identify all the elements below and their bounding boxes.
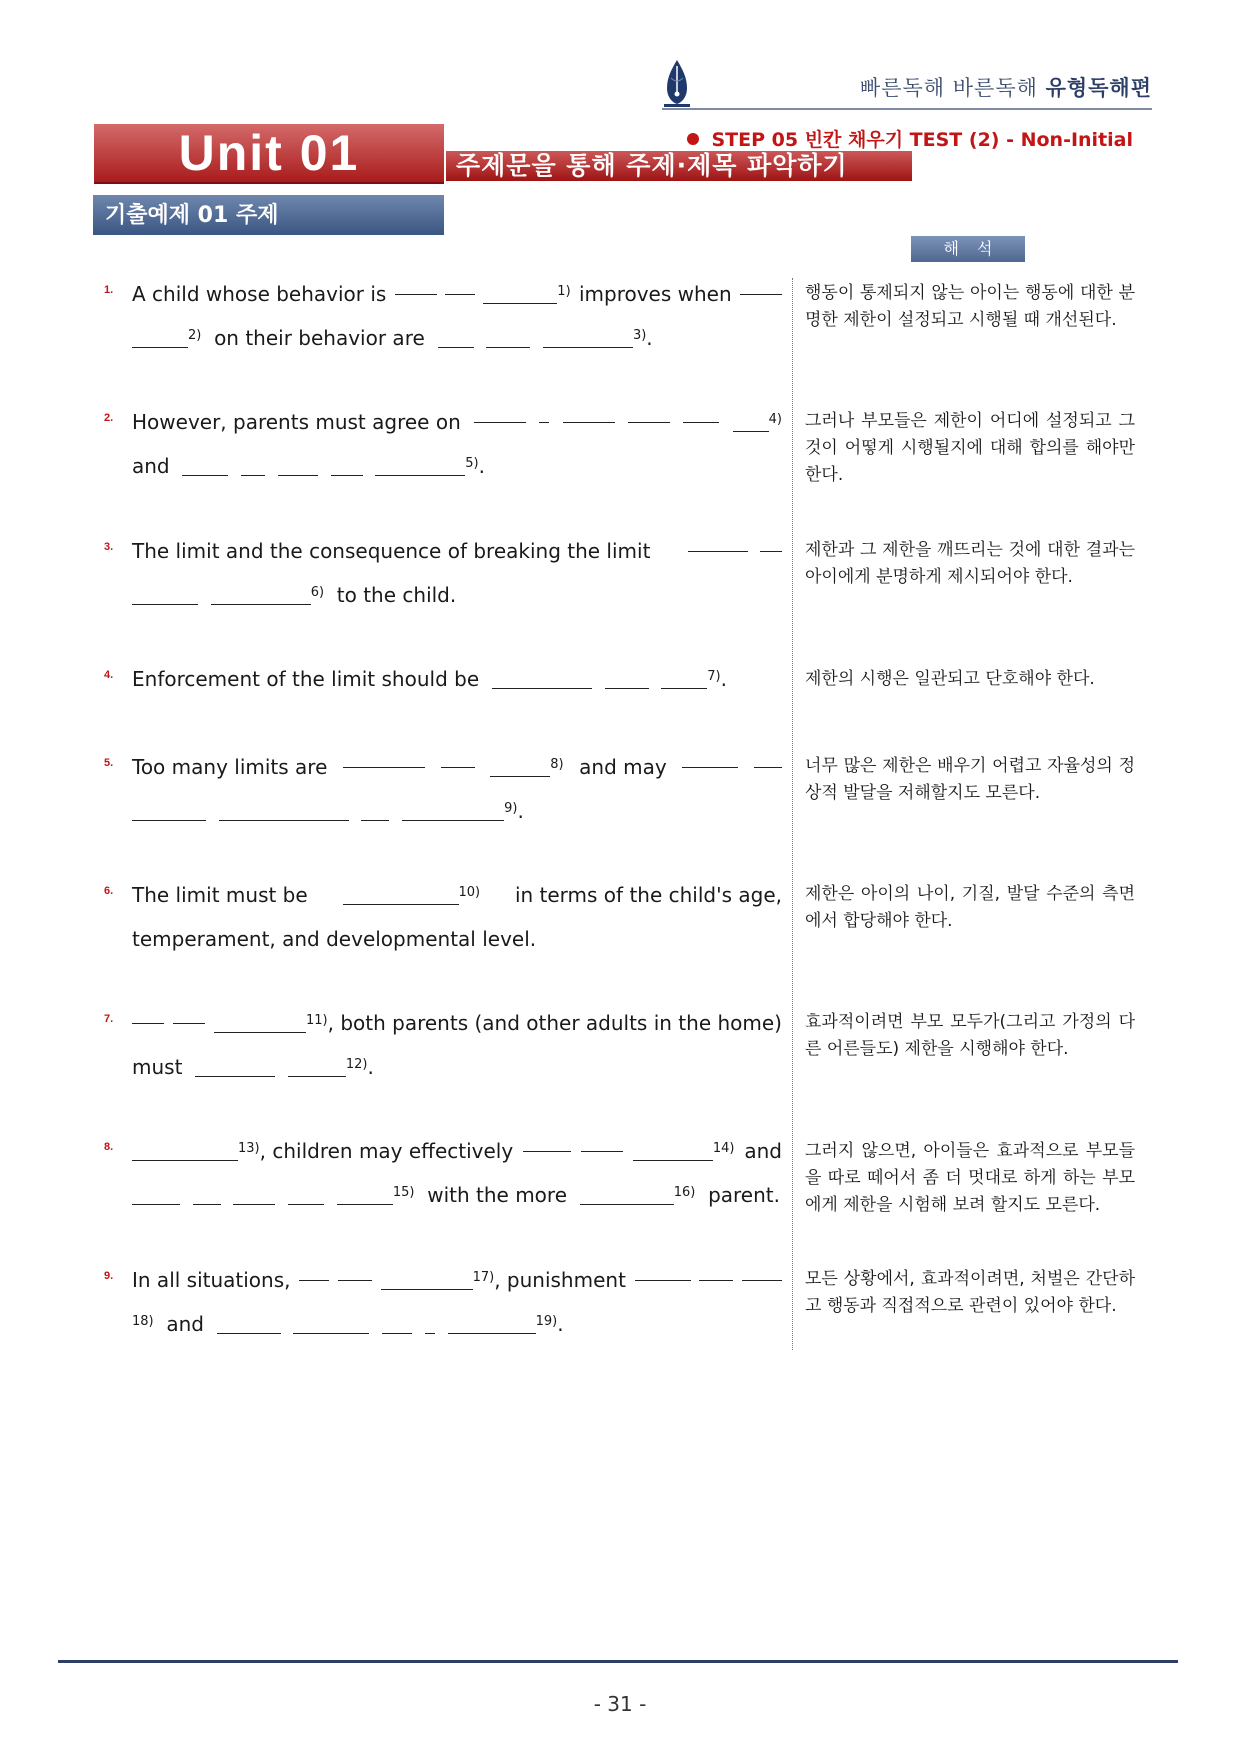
header-divider	[662, 108, 1152, 110]
brand-bold: 유형독해편	[1045, 76, 1152, 100]
blank[interactable]	[211, 582, 311, 605]
blank[interactable]	[337, 1182, 393, 1205]
text: and	[744, 1139, 782, 1163]
unit-subtitle: 주제문을 통해 주제·제목 파악하기	[446, 151, 912, 181]
blank[interactable]	[193, 1182, 221, 1205]
blank[interactable]	[633, 1138, 713, 1161]
blank[interactable]	[173, 1001, 205, 1024]
text: and	[166, 1312, 204, 1336]
blank[interactable]	[219, 798, 349, 821]
blank[interactable]	[699, 1258, 733, 1281]
text: , both parents (and other adults in the home)	[327, 1011, 782, 1035]
blank[interactable]	[445, 272, 475, 295]
blank-number: 1)	[557, 284, 571, 299]
bullet-dot-icon	[687, 133, 699, 145]
blank-number: 4)	[768, 412, 782, 427]
item-7-korean: 효과적이려면 부모 모두가(그리고 가정의 다른 어른들도) 제한을 시행해야 한다.	[805, 1012, 1135, 1059]
item-2-english: However, parents must agree on $^{4)}$ and $^{5)}$.	[132, 400, 782, 488]
text: and may	[579, 755, 667, 779]
blank[interactable]	[628, 400, 670, 423]
blank[interactable]	[293, 1311, 369, 1334]
blank[interactable]	[486, 325, 530, 348]
blank[interactable]	[395, 272, 437, 295]
footer-divider	[58, 1660, 1178, 1663]
step-label	[687, 125, 1133, 152]
text: The limit must be	[132, 883, 308, 907]
item-5-korean: 너무 많은 제한은 배우기 어렵고 자율성의 정상적 발달을 저해할지도 모른다.	[805, 756, 1135, 803]
item-9-korean: 모든 상황에서, 효과적이려면, 처벌은 간단하고 행동과 직접적으로 관련이 있어야 한다.	[805, 1269, 1135, 1316]
blank[interactable]	[448, 1311, 536, 1334]
blank-number: 19)	[535, 1314, 558, 1329]
blank[interactable]	[523, 1129, 571, 1152]
blank[interactable]	[474, 400, 526, 423]
blank[interactable]	[343, 882, 459, 905]
text: Enforcement of the limit should be	[132, 667, 480, 691]
section-title: 기출예제 01 주제	[93, 195, 444, 235]
item-number: 7.	[104, 1013, 114, 1025]
item-number: 6.	[104, 885, 114, 897]
text: In all situations,	[132, 1268, 291, 1292]
blank[interactable]	[760, 529, 782, 552]
text: temperament, and developmental level.	[132, 927, 537, 951]
blank[interactable]	[563, 400, 615, 423]
item-number: 4.	[104, 669, 114, 681]
text: improves when	[578, 282, 732, 306]
text: , children may effectively	[259, 1139, 514, 1163]
blank[interactable]	[132, 1001, 164, 1024]
blank-number: 18)	[132, 1314, 154, 1329]
blank-number: 8)	[550, 757, 564, 772]
item-1-korean: 행동이 통제되지 않는 아이는 행동에 대한 분명한 제한이 설정되고 시행될 때 개선된다.	[805, 283, 1135, 330]
blank-number: 14)	[712, 1141, 735, 1156]
blank[interactable]	[288, 1054, 346, 1077]
item-number: 3.	[104, 541, 114, 553]
blank[interactable]	[382, 1311, 412, 1334]
blank[interactable]	[214, 1010, 306, 1033]
item-1-english: A child whose behavior is $^{1)}$ improves when $^{2)}$ on their behavior are $^{3)}$.	[132, 272, 782, 360]
blank[interactable]	[438, 325, 474, 348]
blank[interactable]	[402, 798, 504, 821]
blank-number: 12)	[345, 1057, 368, 1072]
text: Too many limits are	[132, 755, 328, 779]
item-8-korean: 그러지 않으면, 아이들은 효과적으로 부모들을 따로 떼어서 좀 더 멋대로 하게 하는 부모에게 제한을 시험해 보려 할지도 모른다.	[805, 1141, 1135, 1215]
series-brand	[860, 72, 1152, 102]
text: , punishment	[494, 1268, 626, 1292]
blank-number: 13)	[238, 1141, 260, 1156]
text: must	[132, 1055, 183, 1079]
text: parent.	[708, 1183, 780, 1207]
item-number: 5.	[104, 757, 114, 769]
blank[interactable]	[635, 1258, 691, 1281]
item-6-korean: 제한은 아이의 나이, 기질, 발달 수준의 측면에서 합당해야 한다.	[805, 884, 1135, 931]
blank-number: 15)	[392, 1185, 415, 1200]
blank[interactable]	[580, 1182, 674, 1205]
blank[interactable]	[733, 409, 769, 432]
item-6-english	[132, 873, 782, 961]
text: However, parents must agree on	[132, 410, 461, 434]
blank[interactable]	[740, 272, 782, 295]
brand-light: 빠른독해 바른독해	[859, 76, 1046, 100]
blank[interactable]	[682, 745, 738, 768]
blank[interactable]	[132, 798, 206, 821]
blank[interactable]	[661, 666, 707, 689]
blank[interactable]	[338, 1258, 372, 1281]
blank[interactable]	[132, 325, 188, 348]
text: and	[132, 454, 170, 478]
blank[interactable]	[425, 1311, 435, 1334]
blank[interactable]	[233, 1182, 275, 1205]
text: in terms of the child's age,	[514, 883, 782, 907]
blank-number: 7)	[707, 669, 721, 684]
blank-number: 10)	[458, 885, 481, 900]
blank[interactable]	[441, 745, 475, 768]
blank[interactable]	[361, 798, 389, 821]
text: to the child.	[336, 583, 457, 607]
blank[interactable]	[182, 453, 228, 476]
blank[interactable]	[241, 453, 265, 476]
translation-label: 해석	[911, 236, 1025, 262]
blank[interactable]	[543, 325, 633, 348]
blank[interactable]	[483, 281, 557, 304]
blank-number: 11)	[306, 1013, 328, 1028]
blank[interactable]	[331, 453, 363, 476]
item-8-english	[132, 1129, 782, 1217]
item-7-english: $^{11)}$, both parents (and other adults in the home) must $^{12)}$.	[132, 1001, 782, 1089]
blank[interactable]	[688, 529, 748, 552]
item-5-english: Too many limits are $^{8)}$ and may $^{9)}$.	[132, 745, 782, 833]
item-4-english: Enforcement of the limit should be $^{7)}$.	[132, 667, 727, 691]
blank-number: 6)	[310, 585, 325, 600]
blank[interactable]	[683, 400, 719, 423]
item-3-english	[132, 529, 782, 617]
blank-number: 16)	[673, 1185, 696, 1200]
blank[interactable]	[343, 745, 425, 768]
item-number: 9.	[104, 1270, 114, 1282]
column-divider	[792, 278, 793, 1350]
blank-number: 9)	[504, 801, 518, 816]
blank[interactable]	[490, 754, 550, 777]
item-number: 2.	[104, 412, 114, 424]
blank[interactable]	[217, 1311, 281, 1334]
blank[interactable]	[288, 1182, 324, 1205]
blank[interactable]	[132, 1138, 238, 1161]
unit-title: Unit 01	[178, 125, 360, 181]
blank[interactable]	[132, 582, 198, 605]
item-3-korean: 제한과 그 제한을 깨뜨리는 것에 대한 결과는 아이에게 분명하게 제시되어야 한다.	[805, 540, 1135, 587]
text: A child whose behavior is	[132, 282, 387, 306]
blank[interactable]	[381, 1267, 473, 1290]
pen-nib-logo-icon	[661, 58, 693, 110]
item-9-english: In all situations, $^{17)}$, punishment $^{18)}$ and $^{19)}$.	[132, 1258, 782, 1346]
blank-number: 17)	[472, 1270, 495, 1285]
text: The limit and the consequence of breaking the limit	[132, 539, 651, 563]
blank[interactable]	[754, 745, 782, 768]
blank[interactable]	[742, 1258, 782, 1281]
blank-number: 3)	[632, 328, 647, 343]
item-4-korean: 제한의 시행은 일관되고 단호해야 한다.	[805, 669, 1095, 689]
blank[interactable]	[299, 1258, 329, 1281]
text: on their behavior are	[214, 326, 425, 350]
blank[interactable]	[132, 1182, 180, 1205]
blank[interactable]	[278, 453, 318, 476]
item-number: 1.	[104, 284, 114, 296]
step-text: STEP 05 빈칸 채우기 TEST (2) - Non-Initial	[711, 129, 1133, 151]
page-number: - 31 -	[593, 1692, 647, 1716]
blank[interactable]	[581, 1129, 623, 1152]
blank[interactable]	[605, 666, 649, 689]
text: with the more	[427, 1183, 567, 1207]
blank-number: 5)	[465, 456, 479, 471]
item-2-korean: 그러나 부모들은 제한이 어디에 설정되고 그것이 어떻게 시행될지에 대해 합의를 해야만 한다.	[805, 411, 1135, 485]
blank[interactable]	[375, 453, 465, 476]
blank[interactable]	[492, 666, 592, 689]
item-number: 8.	[104, 1141, 114, 1153]
blank[interactable]	[195, 1054, 275, 1077]
blank-number: 2)	[188, 328, 202, 343]
blank[interactable]	[539, 400, 549, 423]
